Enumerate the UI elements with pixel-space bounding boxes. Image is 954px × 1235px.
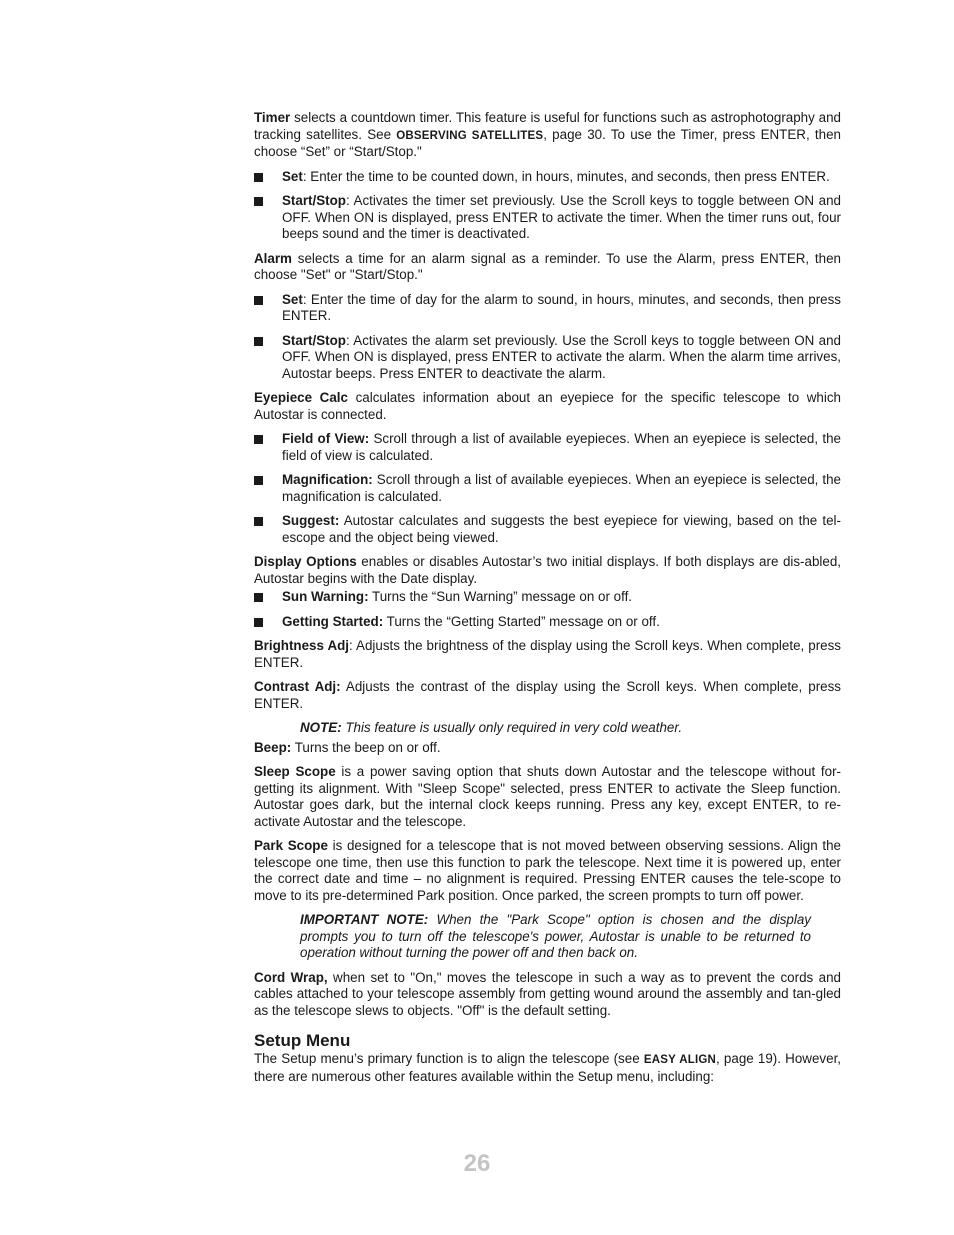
bullet-term: Magnification: xyxy=(282,472,373,487)
bullet-text: : Enter the time of day for the alarm to sound, in hours, minutes, and seconds, then press ENTER. xyxy=(282,291,841,323)
brightness-paragraph xyxy=(254,638,841,671)
observing-satellites-ref: OBSERVING SATELLITES xyxy=(396,129,544,142)
beep-paragraph xyxy=(254,740,841,757)
sun-warning-bullet xyxy=(254,589,841,606)
page-content xyxy=(254,110,841,1093)
square-bullet-icon xyxy=(254,173,263,182)
contrast-note xyxy=(300,720,841,737)
bullet-text: Turns the “Sun Warning” message on or off. xyxy=(368,589,633,604)
bullet-text: : Activates the alarm set previously. Use the Scroll keys to toggle between ON and OFF. When ON is displayed, press ENTER to activate the alarm. When the alarm time arrives, Autostar beeps. Press ENTER to deactivate the alarm. xyxy=(282,332,841,381)
bullet-text: Autostar calculates and suggests the best eyepiece for viewing, based on the tel-escope and the object being viewed. xyxy=(282,513,841,545)
bullet-term: Sun Warning: xyxy=(282,589,369,604)
note-label: NOTE: xyxy=(300,720,342,735)
display-text: enables or disables Autostar’s two initial displays. If both displays are dis-abled, Autostar begins with the Date display. xyxy=(254,554,842,586)
timer-set-bullet xyxy=(254,169,841,186)
timer-text-2: , page 30. To use the Timer, press ENTER, then choose “Set” or “Start/Stop." xyxy=(254,126,841,159)
eyepiece-term: Eyepiece Calc xyxy=(254,390,348,405)
eyepiece-text: calculates information about an eyepiece for the specific telescope to which Autostar is connected. xyxy=(254,390,841,422)
square-bullet-icon xyxy=(254,296,263,305)
park-paragraph xyxy=(254,838,841,904)
setup-paragraph xyxy=(254,1051,841,1085)
alarm-paragraph xyxy=(254,251,841,284)
square-bullet-icon xyxy=(254,618,263,627)
alarm-term: Alarm xyxy=(254,250,292,266)
cord-text: when set to "On," moves the telescope in such a way as to prevent the cords and cables attached to your telescope assembly from getting wound around the assembly and tan-gled as the telescope slews to objects. "Off" is the default setting. xyxy=(254,969,841,1018)
bullet-term: Start/Stop xyxy=(282,332,346,348)
bullet-term: Getting Started: xyxy=(282,613,384,629)
easy-align-ref: EASY ALIGN xyxy=(643,1054,716,1066)
field-of-view-bullet xyxy=(254,431,841,464)
important-note-label: IMPORTANT NOTE: xyxy=(300,912,429,927)
bullet-term: Start/Stop xyxy=(282,193,346,208)
bullet-term: Suggest: xyxy=(282,513,340,528)
contrast-text: Adjusts the contrast of the display using the Scroll keys. When complete, press ENTER. xyxy=(254,679,841,711)
timer-term: Timer xyxy=(254,110,291,125)
brightness-term: Brightness Adj xyxy=(254,638,350,653)
timer-paragraph xyxy=(254,110,841,161)
suggest-bullet xyxy=(254,513,841,546)
contrast-term: Contrast Adj: xyxy=(254,679,341,694)
important-note-text: When the "Park Scope" option is chosen and the display prompts you to turn off the telescope's power, Autostar is unable to be returned to operation without turning the power off and then back on. xyxy=(300,912,812,960)
bullet-term: Set xyxy=(282,291,303,307)
beep-text: Turns the beep on or off. xyxy=(291,739,441,755)
setup-text: The Setup menu’s primary function is to align the telescope (see xyxy=(254,1051,644,1066)
getting-started-bullet xyxy=(254,614,841,631)
page-number: 26 xyxy=(463,1150,491,1177)
sleep-text: is a power saving option that shuts down Autostar and the telescope without for-getting its alignment. With "Sleep Scope" selected, press ENTER to activate the Sleep function. Autostar goes dark, but the internal clock keeps running. Press any key, except ENTER, to re-activate Autostar and the telescope. xyxy=(254,764,841,829)
bullet-text: : Enter the time to be counted down, in hours, minutes, and seconds, then press ENTER. xyxy=(302,168,830,184)
square-bullet-icon xyxy=(254,337,263,346)
bullet-term: Set xyxy=(282,168,303,184)
brightness-text: : Adjusts the brightness of the display using the Scroll keys. When complete, press ENTER. xyxy=(254,638,841,670)
bullet-term: Field of View: xyxy=(282,431,370,446)
display-options-paragraph xyxy=(254,554,841,587)
alarm-set-bullet xyxy=(254,292,841,325)
contrast-paragraph xyxy=(254,679,841,712)
beep-term: Beep: xyxy=(254,739,292,755)
magnification-bullet xyxy=(254,472,841,505)
sleep-term: Sleep Scope xyxy=(254,764,336,779)
alarm-startstop-bullet xyxy=(254,333,841,383)
sleep-paragraph xyxy=(254,764,841,830)
square-bullet-icon xyxy=(254,197,263,206)
timer-startstop-bullet xyxy=(254,193,841,243)
display-term: Display Options xyxy=(254,554,357,569)
park-important-note xyxy=(300,912,811,962)
square-bullet-icon xyxy=(254,517,263,526)
bullet-text: : Activates the timer set previously. Use the Scroll keys to toggle between ON and OFF. When ON is displayed, press ENTER to activate the timer. When the timer runs out, four beeps sound and the timer is deactivated. xyxy=(282,193,841,241)
park-term: Park Scope xyxy=(254,838,328,853)
square-bullet-icon xyxy=(254,476,263,485)
setup-text-2: , page 19). However, there are numerous other features available within the Setup menu, including: xyxy=(254,1051,842,1084)
square-bullet-icon xyxy=(254,593,263,602)
cord-term: Cord Wrap, xyxy=(254,969,328,985)
bullet-text: Turns the “Getting Started” message on or off. xyxy=(383,613,660,629)
timer-text: selects a countdown timer. This feature is useful for functions such as astrophotography and tracking satellites. See xyxy=(254,110,841,142)
park-text: is designed for a telescope that is not moved between observing sessions. Align the telescope one time, then use this function to park the telescope. Next time it is powered up, enter the correct date and time – no alignment is required. Pressing ENTER causes the tele-scope to move to its pre-determined Park position. Once parked, the screen prompts to turn off power. xyxy=(254,838,841,903)
alarm-text: selects a time for an alarm signal as a reminder. To use the Alarm, press ENTER, then choose "Set" or "Start/Stop." xyxy=(254,250,841,282)
square-bullet-icon xyxy=(254,435,263,444)
bullet-text: Scroll through a list of available eyepieces. When an eyepiece is selected, the magnification is calculated. xyxy=(282,472,841,504)
bullet-text: Scroll through a list of available eyepieces. When an eyepiece is selected, the field of view is calculated. xyxy=(282,431,841,463)
note-text: This feature is usually only required in very cold weather. xyxy=(341,720,683,735)
setup-menu-heading: Setup Menu xyxy=(254,1031,351,1050)
eyepiece-paragraph xyxy=(254,390,841,423)
cord-wrap-paragraph xyxy=(254,970,841,1020)
